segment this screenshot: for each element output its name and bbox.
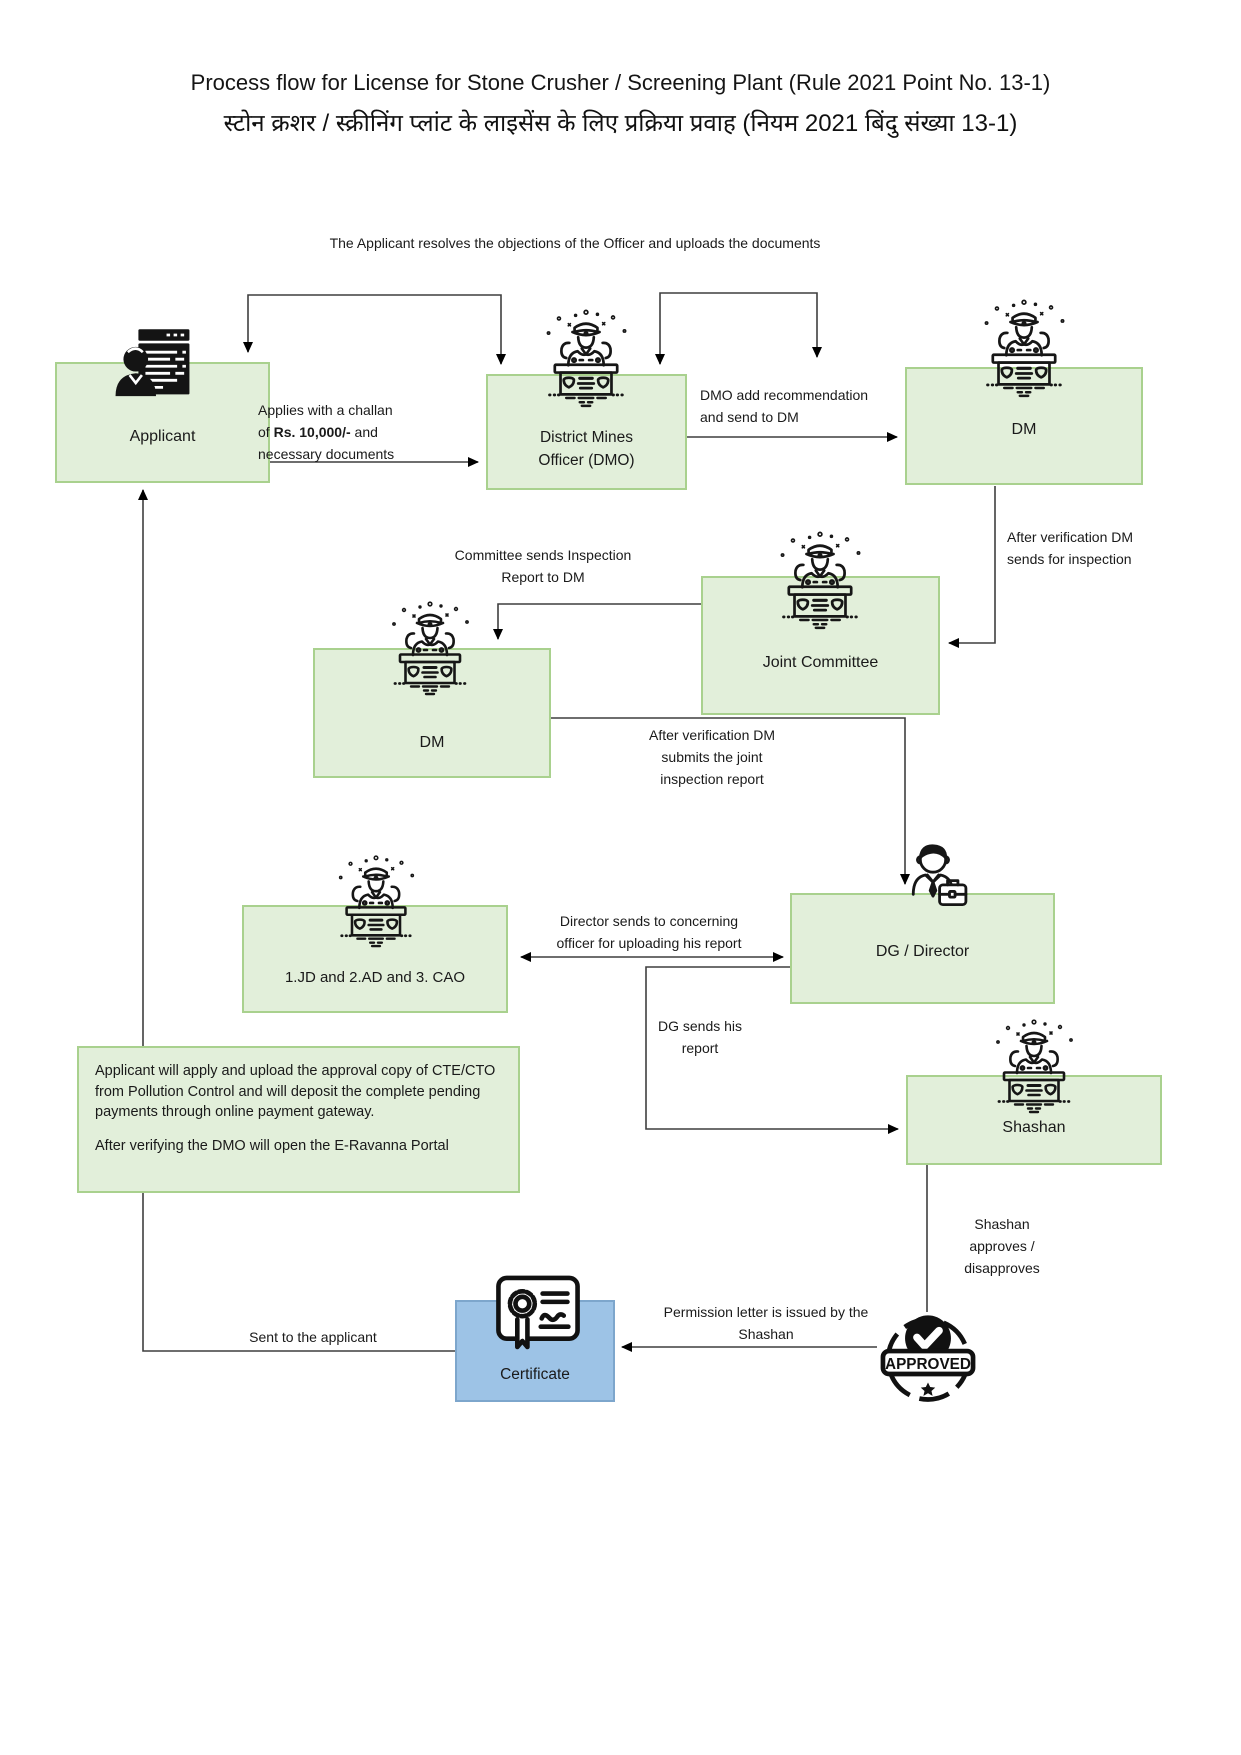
label-line: After verification DM — [1007, 529, 1134, 545]
edge-dm-jointcommittee — [949, 486, 995, 643]
label-line: report — [681, 1040, 719, 1056]
certificate-icon — [492, 1266, 584, 1358]
label-line: Director sends to concerning — [559, 913, 739, 929]
label-line: Report to DM — [501, 569, 585, 585]
edge-jointcommittee-dm2 — [498, 604, 701, 639]
officer-desk-icon-dm1 — [972, 296, 1076, 400]
label-line: disapproves — [964, 1260, 1040, 1276]
label-line — [258, 421, 394, 443]
label-segment-bold: Rs. 10,000/- — [273, 424, 351, 440]
label-dg-sends-report — [658, 1015, 742, 1059]
note-paragraph-1: Applicant will apply and upload the approval copy of CTE/CTO from Pollution Control and will deposit the complete pending payments through online payment gateway. — [95, 1063, 496, 1120]
node-dmo-label-line2: Officer (DMO) — [538, 452, 635, 469]
approved-stamp-icon — [877, 1306, 979, 1408]
label-dmo-recommendation — [700, 384, 868, 428]
label-line: DG sends his — [657, 1018, 743, 1034]
label-segment: and — [350, 424, 378, 440]
officer-desk-icon-dmo — [534, 306, 638, 410]
label-permission-letter — [664, 1301, 869, 1345]
label-sent-to-applicant: Sent to the applicant — [249, 1329, 377, 1345]
approved-stamp-text: APPROVED — [885, 1355, 971, 1373]
label-line: Applies with a challan — [258, 402, 393, 418]
node-dm-1-label: DM — [1011, 421, 1037, 438]
edge-resolve-to-applicant — [248, 295, 362, 352]
label-segment: of — [258, 424, 274, 440]
label-line: inspection report — [660, 771, 764, 787]
node-jd-ad-cao-label: 1.JD and 2.AD and 3. CAO — [284, 969, 466, 986]
page-title-hindi: स्टोन क्रशर / स्क्रीनिंग प्लांट के लाइसेंस के लिए प्रक्रिया प्रवाह (नियम 2021 बिंदु संख्या 13-1) — [223, 110, 1018, 137]
node-joint-committee-label: Joint Committee — [762, 654, 879, 671]
label-dm-submits-report — [649, 724, 775, 790]
label-line: DMO add recommendation — [700, 387, 869, 403]
label-dm-sends-inspection — [1007, 526, 1133, 570]
label-resolve-objections: The Applicant resolves the objections of the Officer and uploads the documents — [329, 235, 821, 251]
label-line: necessary documents — [258, 446, 395, 462]
label-line: Permission letter is issued by the — [663, 1304, 869, 1320]
label-shashan-approves — [964, 1213, 1040, 1279]
officer-desk-icon-dm2 — [380, 598, 480, 698]
edge-upload-to-dmo — [660, 293, 742, 364]
label-line: sends for inspection — [1007, 551, 1132, 567]
label-line: Committee sends Inspection — [454, 547, 632, 563]
node-dm-2-label: DM — [419, 734, 445, 751]
edge-upload-to-dm — [742, 293, 817, 357]
node-certificate-label: Certificate — [500, 1366, 570, 1383]
officer-desk-icon-joint-committee — [768, 528, 872, 632]
node-applicant-label: Applicant — [129, 428, 196, 445]
label-director-sends — [557, 910, 742, 954]
label-applies-with-challan — [258, 399, 394, 465]
node-dg-director-label: DG / Director — [875, 943, 970, 960]
label-line: officer for uploading his report — [556, 935, 742, 951]
label-line: Shashan — [738, 1326, 794, 1342]
label-line: and send to DM — [700, 409, 799, 425]
label-line: approves / — [969, 1238, 1035, 1254]
officer-desk-icon-shashan — [984, 1016, 1084, 1116]
label-line: After verification DM — [648, 727, 776, 743]
officer-desk-icon-jd-ad-cao — [327, 852, 425, 950]
edge-resolve-to-dmo — [362, 295, 501, 364]
label-committee-report — [455, 544, 632, 588]
applicant-person-form-icon — [112, 324, 200, 412]
note-box — [77, 1046, 520, 1193]
note-paragraph-2: After verifying the DMO will open the E-Ravanna Portal — [95, 1137, 449, 1154]
label-line: submits the joint — [661, 749, 763, 765]
label-line: Shashan — [974, 1216, 1030, 1232]
page-title-english: Process flow for License for Stone Crusher / Screening Plant (Rule 2021 Point No. 13-1) — [190, 70, 1051, 95]
node-dmo-label-line1: District Mines — [539, 429, 633, 446]
businessman-briefcase-icon — [886, 836, 980, 930]
node-shashan-label: Shashan — [1002, 1119, 1066, 1136]
